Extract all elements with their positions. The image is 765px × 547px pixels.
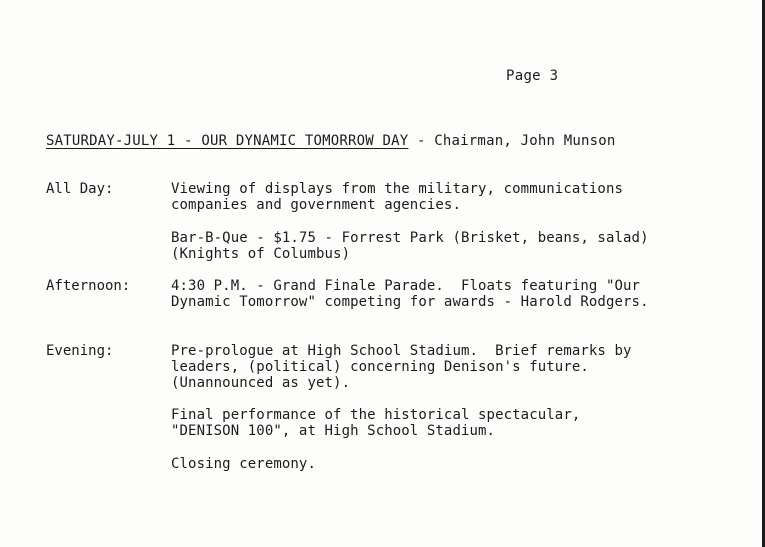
section-header xyxy=(46,133,616,149)
label-all-day: All Day: xyxy=(46,181,114,197)
text-line: Dynamic Tomorrow" competing for awards - Harold Rodgers. xyxy=(171,294,649,310)
afternoon-parade xyxy=(171,278,731,310)
text-line: 4:30 P.M. - Grand Finale Parade. Floats featuring "Our xyxy=(171,278,641,294)
text-line: "DENISON 100", at High School Stadium. xyxy=(171,423,496,439)
label-evening: Evening: xyxy=(46,343,114,359)
text-line: Closing ceremony. xyxy=(171,456,316,472)
page-number: Page 3 xyxy=(506,68,559,84)
text-line: leaders, (political) concerning Denison's future. xyxy=(171,359,589,375)
evening-performance xyxy=(171,407,731,439)
text-line: Final performance of the historical spectacular, xyxy=(171,407,581,423)
section-title: SATURDAY-JULY 1 - OUR DYNAMIC TOMORROW DAY xyxy=(46,133,409,149)
all-day-barbeque xyxy=(171,230,731,262)
text-line: (Knights of Columbus) xyxy=(171,246,351,262)
all-day-displays xyxy=(171,181,731,213)
evening-closing xyxy=(171,456,731,472)
text-line: (Unannounced as yet). xyxy=(171,375,351,391)
text-line: Pre-prologue at High School Stadium. Brief remarks by xyxy=(171,343,632,359)
label-afternoon: Afternoon: xyxy=(46,278,131,294)
text-line: companies and government agencies. xyxy=(171,197,461,213)
evening-prologue xyxy=(171,343,731,391)
chairman-line: - Chairman, John Munson xyxy=(408,133,616,149)
text-line: Bar-B-Que - $1.75 - Forrest Park (Brisket, beans, salad) xyxy=(171,230,649,246)
text-line: Viewing of displays from the military, communications xyxy=(171,181,624,197)
